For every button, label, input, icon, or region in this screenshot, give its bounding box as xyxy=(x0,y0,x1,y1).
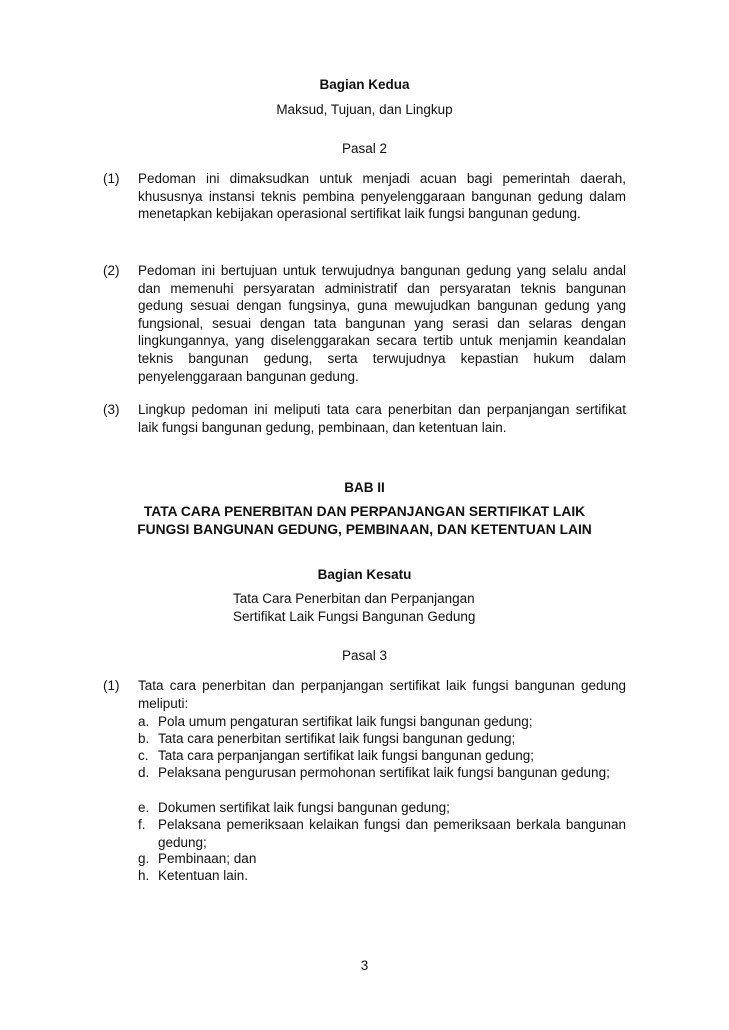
item-text: Tata cara penerbitan dan perpanjangan sertifikat laik fungsi bangunan gedung meliputi: xyxy=(138,678,626,711)
chapter-heading: BAB II xyxy=(344,480,385,495)
sub-item-letter: b. xyxy=(138,731,150,746)
item-text: Pedoman ini dimaksudkan untuk menjadi acuan bagi pemerintah daerah, khususnya instansi teknis pembina penyelenggaraan bangunan gedung dalam menetapkan kebijakan operasional sertifikat laik fungsi bangunan gedung. xyxy=(138,171,626,222)
sub-item-text: Pelaksana pengurusan permohonan sertifikat laik fungsi bangunan gedung; xyxy=(158,765,610,780)
sub-item-text: Dokumen sertifikat laik fungsi bangunan gedung; xyxy=(158,800,450,815)
chapter-title-line: TATA CARA PENERBITAN DAN PERPANJANGAN SERTIFIKAT LAIK xyxy=(143,504,586,519)
article-heading: Pasal 2 xyxy=(341,141,388,156)
sub-item-text: Tata cara penerbitan sertifikat laik fungsi bangunan gedung; xyxy=(158,731,516,746)
sub-item-letter: g. xyxy=(138,851,150,866)
chapter-title-line: FUNGSI BANGUNAN GEDUNG, PEMBINAAN, DAN KETENTUAN LAIN xyxy=(137,522,592,537)
sub-item-text: Pola umum pengaturan sertifikat laik fungsi bangunan gedung; xyxy=(158,714,533,729)
sub-item-text: Ketentuan lain. xyxy=(158,868,249,883)
article-heading: Pasal 3 xyxy=(341,648,388,663)
sub-item-letter: c. xyxy=(138,748,149,763)
sub-item-letter: a. xyxy=(138,714,150,729)
sub-item-letter: h. xyxy=(138,868,150,883)
item-number: (1) xyxy=(103,171,120,186)
section-heading: Bagian Kesatu xyxy=(317,567,412,582)
item-number: (2) xyxy=(103,263,120,278)
item-text: Lingkup pedoman ini meliputi tata cara penerbitan dan perpanjangan sertifikat laik fungsi bangunan gedung, pembinaan, dan ketentuan lain. xyxy=(138,402,626,435)
section-heading: Bagian Kedua xyxy=(319,77,410,92)
sub-item-text: Pelaksana pemeriksaan kelaikan fungsi dan pemeriksaan berkala bangunan gedung; xyxy=(158,817,626,850)
item-number: (1) xyxy=(103,678,120,693)
sub-item-letter: e. xyxy=(138,800,150,815)
section-subheading-line: Tata Cara Penerbitan dan Perpanjangan xyxy=(233,591,475,606)
sub-item-text: Pembinaan; dan xyxy=(158,851,257,866)
section-subheading: Maksud, Tujuan, dan Lingkup xyxy=(276,102,453,117)
sub-item-letter: f. xyxy=(138,817,146,832)
sub-item-letter: d. xyxy=(138,765,150,780)
page-number: 3 xyxy=(360,958,369,973)
item-number: (3) xyxy=(103,402,120,417)
section-subheading-line: Sertifikat Laik Fungsi Bangunan Gedung xyxy=(233,609,476,624)
sub-item-text: Tata cara perpanjangan sertifikat laik fungsi bangunan gedung; xyxy=(158,748,535,763)
item-text: Pedoman ini bertujuan untuk terwujudnya bangunan gedung yang selalu andal dan memenuhi persyaratan administratif dan persyaratan teknis bangunan gedung sesuai dengan fungsinya, guna mewujudkan bangunan gedung yang fungsional, sesuai dengan tata bangunan yang serasi dan selaras dengan lingkungannya, yang diselenggarakan secara tertib untuk menjamin keandalan teknis bangunan gedung, serta terwujudnya kepastian hukum dalam penyelenggaraan bangunan gedung. xyxy=(138,263,626,384)
